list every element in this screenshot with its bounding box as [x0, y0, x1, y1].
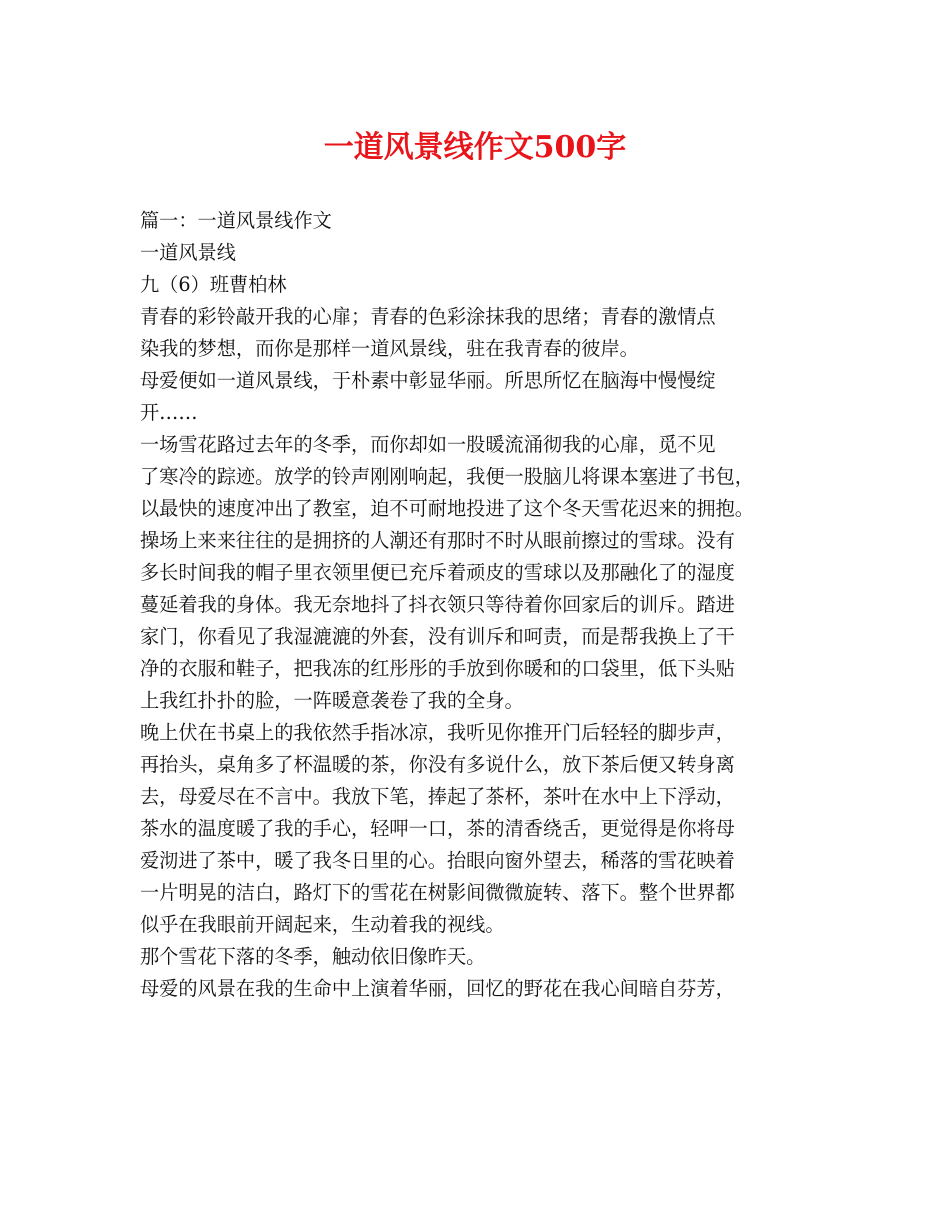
paragraph-line: 上我红扑扑的脸，一阵暖意袭卷了我的全身。: [140, 689, 524, 712]
paragraph-line: 操场上来来往往的是拥挤的人潮还有那时不时从眼前擦过的雪球。没有: [140, 529, 735, 552]
paragraph-line: 多长时间我的帽子里衣领里便已充斥着顽皮的雪球以及那融化了的湿度: [140, 561, 735, 584]
paragraph-line: 母爱的风景在我的生命中上演着华丽，回忆的野花在我心间暗自芬芳，: [140, 977, 735, 1000]
paragraph-line: 青春的彩铃敲开我的心扉；青春的色彩涂抹我的思绪；青春的激情点: [140, 305, 716, 328]
paragraph-line: 净的衣服和鞋子，把我冻的红彤彤的手放到你暖和的口袋里，低下头贴: [140, 657, 735, 680]
paragraph-line: 染我的梦想，而你是那样一道风景线，驻在我青春的彼岸。: [140, 337, 639, 360]
paragraph-line: 一道风景线: [140, 241, 236, 264]
paragraph-line: 母爱便如一道风景线，于朴素中彰显华丽。所思所忆在脑海中慢慢绽: [140, 369, 716, 392]
paragraph-line: 开……: [140, 401, 198, 424]
document-title: 一道风景线作文500字: [323, 130, 627, 165]
paragraph-line: 以最快的速度冲出了教室，迫不可耐地投进了这个冬天雪花迟来的拥抱。: [140, 497, 754, 520]
paragraph-line: 篇一：一道风景线作文: [140, 209, 332, 232]
paragraph-line: 爱沏进了茶中，暖了我冬日里的心。抬眼向窗外望去，稀落的雪花映着: [140, 849, 735, 872]
paragraph-line: 那个雪花下落的冬季，触动依旧像昨天。: [140, 945, 486, 968]
paragraph-line: 一场雪花路过去年的冬季，而你却如一股暖流涌彻我的心扉，觅不见: [140, 433, 716, 456]
paragraph-line: 再抬头，桌角多了杯温暖的茶，你没有多说什么，放下茶后便又转身离: [140, 753, 735, 776]
paragraph-line: 茶水的温度暖了我的手心，轻呷一口，茶的清香绕舌，更觉得是你将母: [140, 817, 735, 840]
paragraph-line: 似乎在我眼前开阔起来，生动着我的视线。: [140, 913, 505, 936]
document-body: [140, 205, 816, 1005]
paragraph-line: 了寒冷的踪迹。放学的铃声刚刚响起，我便一股脑儿将课本塞进了书包，: [140, 465, 754, 488]
paragraph-line: 九（6）班曹柏林: [140, 273, 287, 296]
paragraph-line: 一片明晃的洁白，路灯下的雪花在树影间微微旋转、落下。整个世界都: [140, 881, 735, 904]
paragraph-line: 蔓延着我的身体。我无奈地抖了抖衣领只等待着你回家后的训斥。踏进: [140, 593, 735, 616]
paragraph-line: 晚上伏在书桌上的我依然手指冰凉，我听见你推开门后轻轻的脚步声，: [140, 721, 735, 744]
paragraph-line: 去，母爱尽在不言中。我放下笔，捧起了茶杯，茶叶在水中上下浮动，: [140, 785, 735, 808]
paragraph-line: 家门，你看见了我湿漉漉的外套，没有训斥和呵责，而是帮我换上了干: [140, 625, 735, 648]
